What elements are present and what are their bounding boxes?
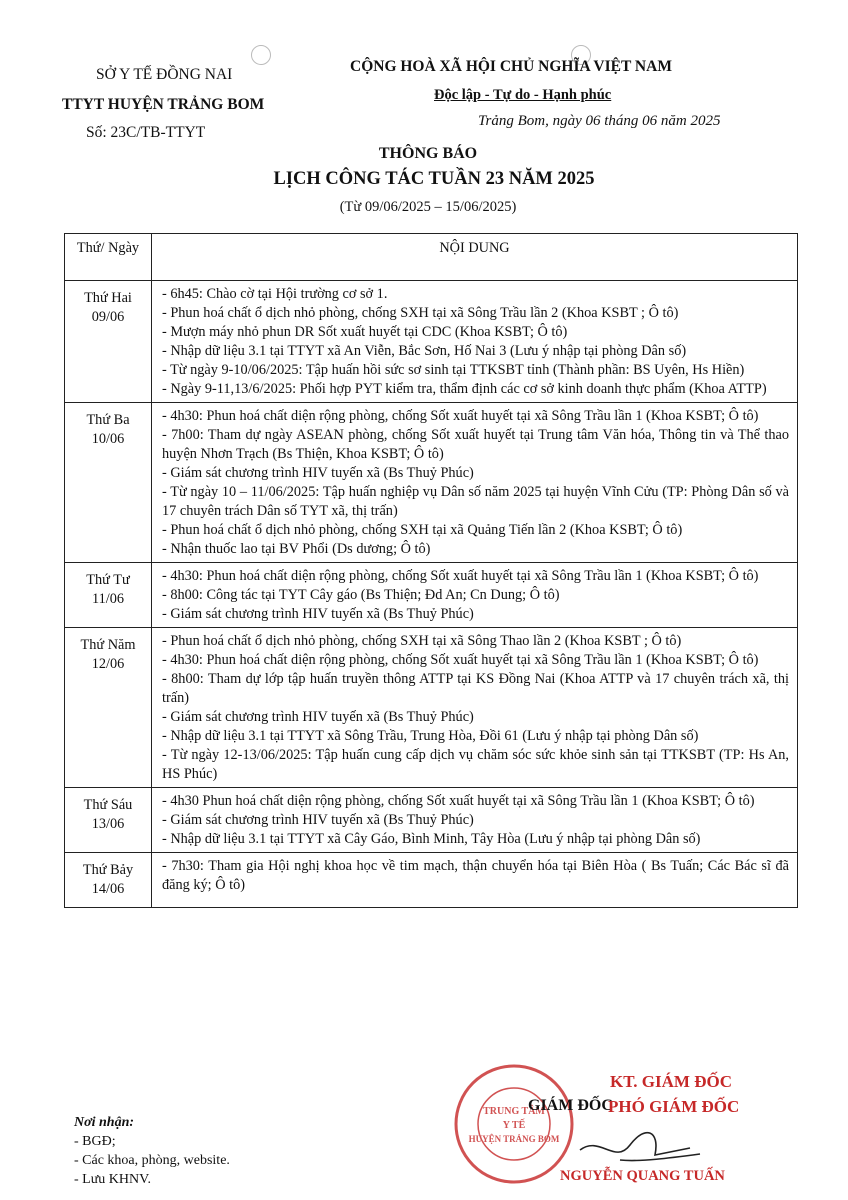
activity-item: - 6h45: Chào cờ tại Hội trường cơ sở 1. (162, 286, 388, 302)
signature-deputy: PHÓ GIÁM ĐỐC (608, 1097, 740, 1116)
document-number: Số: 23C/TB-TTYT (86, 124, 206, 141)
table-row (65, 563, 798, 628)
activity-item: - Nhập dữ liệu 3.1 tại TTYT xã Cây Gáo, Bình Minh, Tây Hòa (Lưu ý nhập tại phòng Dân số) (162, 831, 701, 847)
activity-item: - Giám sát chương trình HIV tuyến xã (Bs Thuỷ Phúc) (162, 812, 474, 828)
activity-item: - Giám sát chương trình HIV tuyến xã (Bs Thuỷ Phúc) (162, 606, 474, 622)
day-cell (65, 281, 152, 403)
svg-text:TRUNG TÂM: TRUNG TÂM (483, 1106, 545, 1117)
signature-director: GIÁM ĐỐC (528, 1097, 613, 1114)
day-date: 10/06 (91, 431, 125, 447)
organization-name: TTYT HUYỆN TRẢNG BOM (62, 96, 265, 113)
schedule-rows (65, 281, 798, 908)
signature-kt: KT. GIÁM ĐỐC (610, 1072, 732, 1091)
punch-hole-left (251, 45, 271, 65)
handwritten-signature (560, 1110, 710, 1180)
content-cell (152, 628, 798, 788)
activity-item: - 7h00: Tham dự ngày ASEAN phòng, chống Sốt xuất huyết tại Trung tâm Văn hóa, Thông tin và Thể thao huyện Nhơn Trạch (Bs Thiện, Khoa KSBT; Ô tô) (162, 427, 789, 462)
activity-item: - 4h30: Phun hoá chất diện rộng phòng, chống Sốt xuất huyết tại xã Sông Trầu lần 1 (Khoa KSBT; Ô tô) (162, 652, 759, 668)
table-header-row (65, 234, 798, 281)
recipient-item: - Lưu KHNV. (74, 1172, 151, 1187)
day-date: 13/06 (91, 816, 125, 832)
ministry-name: SỞ Y TẾ ĐỒNG NAI (96, 66, 233, 83)
place-date: Trảng Bom, ngày 06 tháng 06 năm 2025 (478, 113, 721, 129)
day-cell (65, 628, 152, 788)
day-name: Thứ Ba (86, 412, 130, 428)
activity-item: - Phun hoá chất ổ dịch nhỏ phòng, chống SXH tại xã Sông Thao lần 2 (Khoa KSBT ; Ô tô) (162, 633, 682, 649)
official-seal (452, 1062, 576, 1186)
svg-text:Y TẾ: Y TẾ (502, 1120, 526, 1131)
signer-name: NGUYỄN QUANG TUẤN (560, 1168, 725, 1184)
day-date: 14/06 (91, 881, 125, 897)
table-row (65, 853, 798, 908)
day-name: Thứ Hai (84, 290, 132, 306)
activity-item: - Nhập dữ liệu 3.1 tại TTYT xã Sông Trầu, Trung Hòa, Đồi 61 (Lưu ý nhập tại phòng Dân số) (162, 728, 699, 744)
activity-item: - 8h00: Công tác tại TYT Cây gáo (Bs Thiện; Đd An; Cn Dung; Ô tô) (162, 587, 560, 603)
recipient-item: - Các khoa, phòng, website. (74, 1153, 230, 1168)
table-row (65, 628, 798, 788)
activity-item: - Giám sát chương trình HIV tuyến xã (Bs Thuỷ Phúc) (162, 465, 474, 481)
document-type: THÔNG BÁO (378, 145, 478, 162)
activity-item: - Từ ngày 10 – 11/06/2025: Tập huấn nghiệp vụ Dân số năm 2025 tại huyện Vĩnh Cửu (TP: Phòng Dân số và 17 chuyên trách Dân số TYT xã, thị trấn) (162, 484, 789, 519)
content-cell (152, 788, 798, 853)
header-day: Thứ/ Ngày (65, 234, 152, 281)
recipients-title: Nơi nhận: (74, 1115, 135, 1130)
day-date: 11/06 (91, 591, 125, 607)
day-cell (65, 403, 152, 563)
schedule-table (64, 233, 798, 908)
day-cell (65, 853, 152, 908)
activity-item: - 4h30 Phun hoá chất diện rộng phòng, chống Sốt xuất huyết tại xã Sông Trầu lần 1 (Khoa KSBT; Ô tô) (162, 793, 755, 809)
day-cell (65, 563, 152, 628)
day-date: 09/06 (91, 309, 125, 325)
recipients (74, 1113, 230, 1189)
activity-item: - 8h00: Tham dự lớp tập huấn truyền thông ATTP tại KS Đồng Nai (Khoa ATTP và 17 chuyên trách xã, thị trấn) (162, 671, 789, 706)
activity-item: - Giám sát chương trình HIV tuyến xã (Bs Thuỷ Phúc) (162, 709, 474, 725)
document-title: LỊCH CÔNG TÁC TUẦN 23 NĂM 2025 (273, 169, 595, 189)
day-name: Thứ Bảy (82, 862, 134, 878)
table-row (65, 281, 798, 403)
day-name: Thứ Tư (86, 572, 130, 588)
content-cell (152, 563, 798, 628)
activity-item: - Ngày 9-11,13/6/2025: Phối hợp PYT kiểm tra, thẩm định các cơ sở kinh doanh thực phẩm (Khoa ATTP) (162, 381, 767, 397)
activity-item: - Phun hoá chất ổ dịch nhỏ phòng, chống SXH tại xã Quảng Tiến lần 2 (Khoa KSBT; Ô tô) (162, 522, 683, 538)
content-cell (152, 281, 798, 403)
activity-item: - Phun hoá chất ổ dịch nhỏ phòng, chống SXH tại xã Sông Trầu lần 2 (Khoa KSBT ; Ô tô) (162, 305, 679, 321)
activity-item: - Từ ngày 12-13/06/2025: Tập huấn cung cấp dịch vụ chăm sóc sức khỏe sinh sản tại TTKSBT (TP: Hs An, HS Phúc) (162, 747, 789, 782)
activity-item: - Từ ngày 9-10/06/2025: Tập huấn hồi sức sơ sinh tại TTKSBT tỉnh (Thành phần: BS Uyên, Hs Hiền) (162, 362, 745, 378)
table-row (65, 788, 798, 853)
country-name: CỘNG HOÀ XÃ HỘI CHỦ NGHĨA VIỆT NAM (350, 58, 672, 75)
activity-item: - 4h30: Phun hoá chất diện rộng phòng, chống Sốt xuất huyết tại xã Sông Trầu lần 1 (Khoa KSBT; Ô tô) (162, 568, 759, 584)
activity-item: - 4h30: Phun hoá chất diện rộng phòng, chống Sốt xuất huyết tại xã Sông Trầu lần 1 (Khoa KSBT; Ô tô) (162, 408, 759, 424)
activity-item: - Nhận thuốc lao tại BV Phổi (Ds dương; Ô tô) (162, 541, 431, 557)
svg-text:HUYỆN TRẢNG BOM: HUYỆN TRẢNG BOM (468, 1134, 560, 1144)
content-cell (152, 853, 798, 908)
table-row (65, 403, 798, 563)
day-name: Thứ Sáu (83, 797, 133, 813)
header-content: NỘI DUNG (152, 234, 798, 281)
national-motto: Độc lập - Tự do - Hạnh phúc (434, 87, 612, 103)
activity-item: - Mượn máy nhỏ phun DR Sốt xuất huyết tại CDC (Khoa KSBT; Ô tô) (162, 324, 568, 340)
recipient-item: - BGĐ; (74, 1134, 116, 1149)
day-name: Thứ Năm (80, 637, 136, 653)
activity-item: - Nhập dữ liệu 3.1 tại TTYT xã An Viễn, Bắc Sơn, Hố Nai 3 (Lưu ý nhập tại phòng Dân số) (162, 343, 687, 359)
day-date: 12/06 (91, 656, 125, 672)
day-cell (65, 788, 152, 853)
activity-item: - 7h30: Tham gia Hội nghị khoa học về tim mạch, thận chuyển hóa tại Biên Hòa ( Bs Tuấn; Các Bác sĩ đã đăng ký; Ô tô) (162, 858, 789, 893)
date-range: (Từ 09/06/2025 – 15/06/2025) (339, 199, 517, 215)
content-cell (152, 403, 798, 563)
